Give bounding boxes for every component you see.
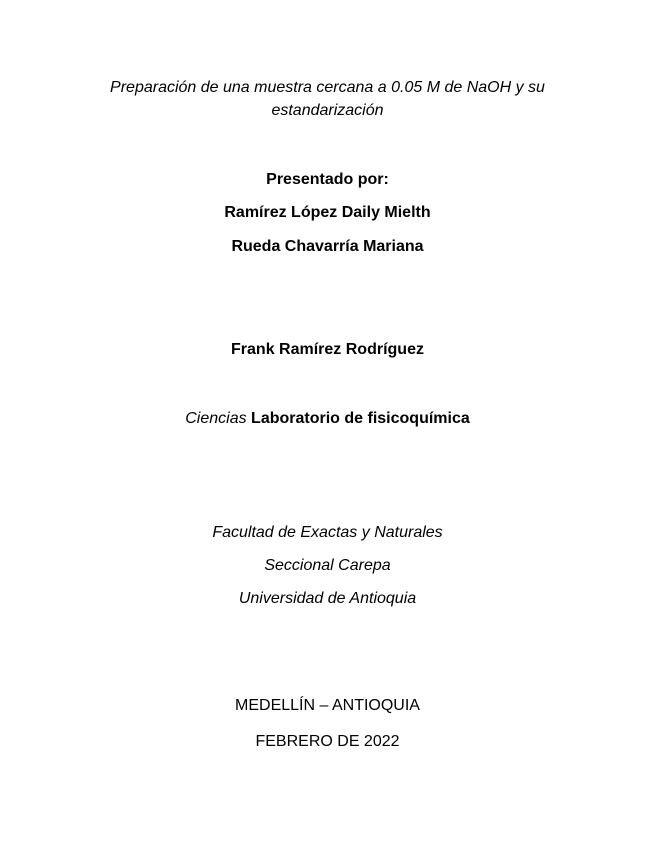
campus: Seccional Carepa	[264, 557, 391, 574]
faculty: Facultad de Exactas y Naturales	[212, 524, 443, 541]
professor-name: Frank Ramírez Rodríguez	[231, 341, 424, 358]
author-2: Rueda Chavarría Mariana	[231, 238, 424, 255]
course-name: Laboratorio de fisicoquímica	[251, 410, 470, 427]
author-1: Ramírez López Daily Mielth	[224, 204, 431, 221]
presented-by-label: Presentado por:	[266, 171, 389, 188]
university: Universidad de Antioquia	[238, 590, 417, 607]
location: MEDELLÍN – ANTIOQUIA	[235, 697, 420, 714]
date: FEBRERO DE 2022	[255, 733, 400, 750]
document-title: Preparación de una muestra cercana a 0.05 M de NaOH y su estandarización	[110, 79, 545, 119]
course-area: Ciencias	[185, 410, 247, 427]
course-line	[0, 408, 655, 430]
